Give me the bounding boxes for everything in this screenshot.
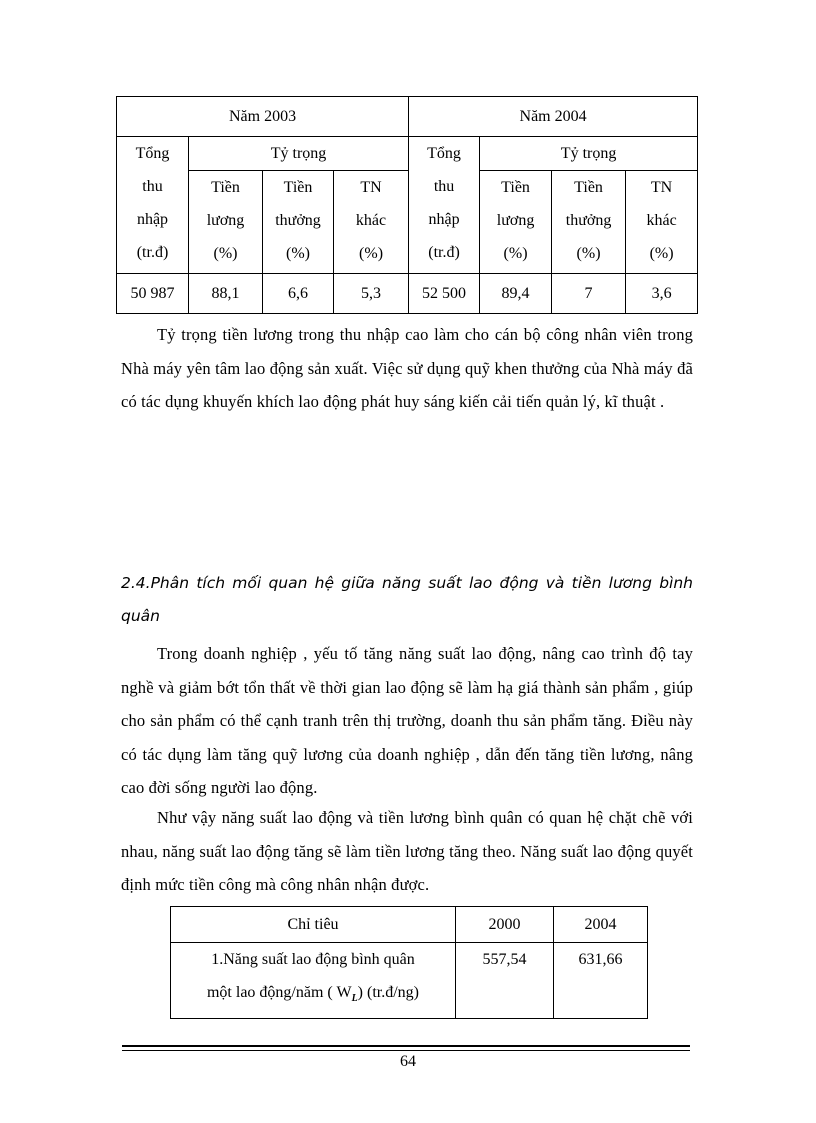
footer-rule-thin xyxy=(122,1050,690,1051)
total-income-header-2004 xyxy=(409,137,480,274)
header-line: (%) xyxy=(213,245,238,262)
header-line: lương xyxy=(206,212,245,229)
other-header-2003 xyxy=(334,171,409,274)
year-2003-header: Năm 2003 xyxy=(117,97,409,137)
bonus-2003-cell: 6,6 xyxy=(263,274,334,314)
paragraph-text: Trong doanh nghiệp , yếu tố tăng năng suất lao động, nâng cao trình độ tay nghề và giảm bớt tổn thất về thời gian lao động sẽ làm hạ giá thành sản phẩm , giúp cho sản phẩm có thể cạnh tranh trên thị trường, doanh thu sản phẩm tăng. Điều này có tác dụng làm tăng quỹ lương của doanh nghiệp , dẫn đến tăng tiền lương, nâng cao đời sống người lao động. xyxy=(121,644,693,797)
year-2000-header: 2000 xyxy=(456,907,554,943)
productivity-2004-cell: 631,66 xyxy=(554,943,648,1019)
bonus-2004-cell: 7 xyxy=(552,274,626,314)
paragraph-text: Tỷ trọng tiền lương trong thu nhập cao làm cho cán bộ công nhân viên trong Nhà máy yên tâm lao động sản xuất. Việc sử dụng quỹ khen thưởng của Nhà máy đã có tác dụng khuyến khích lao động phát huy sáng kiến cải tiến quản lý, kĩ thuật . xyxy=(121,325,693,411)
paragraph-salary-share xyxy=(121,318,693,419)
header-line: (%) xyxy=(649,245,674,262)
header-line: thưởng xyxy=(275,212,321,229)
paragraph-productivity xyxy=(121,637,693,805)
header-line: Tiền xyxy=(211,179,240,196)
header-line: TN xyxy=(360,179,382,196)
header-line: (%) xyxy=(503,245,528,262)
header-line: TN xyxy=(650,179,673,196)
header-line: lương xyxy=(496,212,535,229)
total-income-line: Tổng xyxy=(427,145,461,162)
label-part: một lao động/năm ( W xyxy=(206,984,352,1001)
total-2003-cell: 50 987 xyxy=(117,274,189,314)
header-line: (%) xyxy=(359,245,384,262)
total-income-line: (tr.đ) xyxy=(136,244,169,261)
section-heading: 2.4.Phân tích mối quan hệ giữa năng suất lao động và tiền lương bình quân xyxy=(121,574,693,625)
income-structure-table xyxy=(116,96,698,314)
total-income-line: thu xyxy=(142,178,163,195)
total-income-line: nhập xyxy=(136,211,169,228)
bonus-header-2004 xyxy=(552,171,626,274)
paragraph-text: Như vậy năng suất lao động và tiền lương bình quân có quan hệ chặt chẽ với nhau, năng suất lao động tăng sẽ làm tiền lương tăng theo. Năng suất lao động quyết định mức tiền công mà công nhân nhận được. xyxy=(121,808,693,894)
other-2003-cell: 5,3 xyxy=(334,274,409,314)
productivity-label-cell xyxy=(171,943,456,1019)
indicator-header: Chỉ tiêu xyxy=(171,907,456,943)
total-income-line: (tr.đ) xyxy=(428,244,460,261)
other-2004-cell: 3,6 xyxy=(626,274,698,314)
salary-header-2004 xyxy=(480,171,552,274)
total-income-line: thu xyxy=(433,178,455,195)
header-line: thưởng xyxy=(565,212,612,229)
salary-2004-cell: 89,4 xyxy=(480,274,552,314)
total-income-header-2003 xyxy=(117,137,189,274)
share-header-2003: Tỷ trọng xyxy=(189,137,409,171)
productivity-label-line: 1.Năng suất lao động bình quân xyxy=(211,951,415,968)
header-line: Tiền xyxy=(501,179,530,196)
header-line: khác xyxy=(355,212,387,229)
header-line: Tiền xyxy=(283,179,313,196)
other-header-2004 xyxy=(626,171,698,274)
header-line: (%) xyxy=(576,245,601,262)
year-2004-header: 2004 xyxy=(554,907,648,943)
bonus-header-2003 xyxy=(263,171,334,274)
paragraph-relationship xyxy=(121,801,693,902)
productivity-2000-cell: 557,54 xyxy=(456,943,554,1019)
footer-rule xyxy=(122,1045,690,1047)
header-line: Tiền xyxy=(574,179,603,196)
productivity-table xyxy=(170,906,648,1019)
total-2004-cell: 52 500 xyxy=(409,274,480,314)
header-line: khác xyxy=(646,212,677,229)
label-part: ) (tr.đ/ng) xyxy=(357,984,419,1001)
share-header-2004: Tỷ trọng xyxy=(480,137,698,171)
year-2004-header: Năm 2004 xyxy=(409,97,698,137)
productivity-label-line xyxy=(171,976,455,1015)
header-line: (%) xyxy=(286,245,310,262)
salary-2003-cell: 88,1 xyxy=(189,274,263,314)
total-income-line: Tổng xyxy=(135,145,170,162)
label-subscript: L xyxy=(351,993,358,1005)
salary-header-2003 xyxy=(189,171,263,274)
total-income-line: nhập xyxy=(428,211,460,228)
page-number: 64 xyxy=(400,1053,416,1070)
